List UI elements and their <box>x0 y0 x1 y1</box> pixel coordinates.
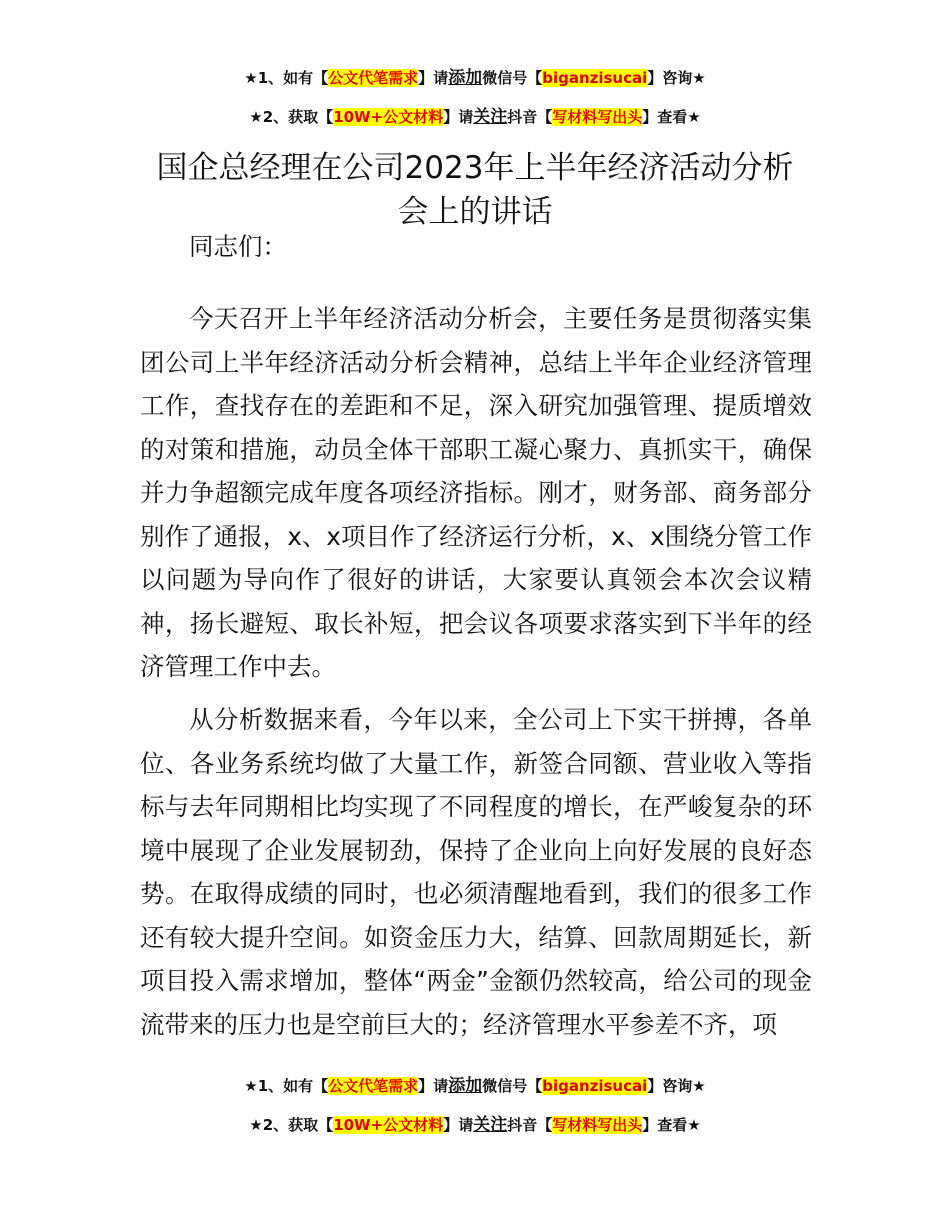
banner-highlight-wechat-id: biganzisucai <box>542 69 648 87</box>
banner-text: 】请 <box>443 108 474 126</box>
body-paragraph-1-container <box>140 297 812 689</box>
greeting: 同志们： <box>189 232 287 261</box>
banner-highlight-douyin: 写材料写出头 <box>552 108 643 126</box>
banner-text: ★2、获取【 <box>249 108 334 126</box>
banner-highlight: 10W+公文材料 <box>333 108 444 126</box>
banner-underlined: 添加 <box>448 68 483 88</box>
banner-text: 】请 <box>443 1116 474 1134</box>
banner-text: 】咨询★ <box>647 1077 706 1095</box>
banner-text: 】请 <box>418 69 449 87</box>
banner-text: 微信号【 <box>482 1077 543 1095</box>
promo-banner-bottom-line2 <box>0 1115 950 1135</box>
banner-text: 抖音【 <box>507 1116 553 1134</box>
banner-underlined: 关注 <box>473 107 508 127</box>
promo-banner-top-line2 <box>0 107 950 127</box>
banner-text: 微信号【 <box>482 69 543 87</box>
banner-text: 】请 <box>418 1077 449 1095</box>
banner-highlight: 公文代笔需求 <box>328 1077 419 1095</box>
body-paragraph: 今天召开上半年经济活动分析会，主要任务是贯彻落实集团公司上半年经济活动分析会精神，总结上半年企业经济管理工作，查找存在的差距和不足，深入研究加强管理、提质增效的对策和措施，动员全体干部职工凝心聚力、真抓实干，确保并力争超额完成年度各项经济指标。刚才，财务部、商务部分别作了通报，x、x项目作了经济运行分析，x、x围绕分管工作以问题为导向作了很好的讲话，大家要认真领会本次会议精神，扬长避短、取长补短，把会议各项要求落实到下半年的经济管理工作中去。 <box>140 304 812 681</box>
promo-banner-bottom-line1 <box>0 1076 950 1096</box>
promo-banner-top-line1 <box>0 68 950 88</box>
banner-text: 】咨询★ <box>647 69 706 87</box>
banner-text: ★1、如有【 <box>244 1077 329 1095</box>
banner-highlight-douyin: 写材料写出头 <box>552 1116 643 1134</box>
document-title <box>130 146 820 234</box>
banner-underlined: 添加 <box>448 1076 483 1096</box>
banner-text: ★1、如有【 <box>244 69 329 87</box>
banner-highlight-wechat-id: biganzisucai <box>542 1077 648 1095</box>
title-line-2: 会上的讲话 <box>397 194 553 230</box>
banner-underlined: 关注 <box>473 1115 508 1135</box>
banner-text: 】查看★ <box>642 108 701 126</box>
body-paragraph-2-container <box>140 698 812 1046</box>
banner-highlight: 10W+公文材料 <box>333 1116 444 1134</box>
banner-text: 抖音【 <box>507 108 553 126</box>
banner-text: 】查看★ <box>642 1116 701 1134</box>
banner-highlight: 公文代笔需求 <box>328 69 419 87</box>
banner-text: ★2、获取【 <box>249 1116 334 1134</box>
title-line-1: 国企总经理在公司2023年上半年经济活动分析 <box>156 150 794 186</box>
body-paragraph: 从分析数据来看，今年以来，全公司上下实干拼搏，各单位、各业务系统均做了大量工作，新签合同额、营业收入等指标与去年同期相比均实现了不同程度的增长，在严峻复杂的环境中展现了企业发展韧劲，保持了企业向上向好发展的良好态势。在取得成绩的同时，也必须清醒地看到，我们的很多工作还有较大提升空间。如资金压力大，结算、回款周期延长，新项目投入需求增加，整体“两金”金额仍然较高，给公司的现金流带来的压力也是空前巨大的；经济管理水平参差不齐，项 <box>140 705 812 1039</box>
